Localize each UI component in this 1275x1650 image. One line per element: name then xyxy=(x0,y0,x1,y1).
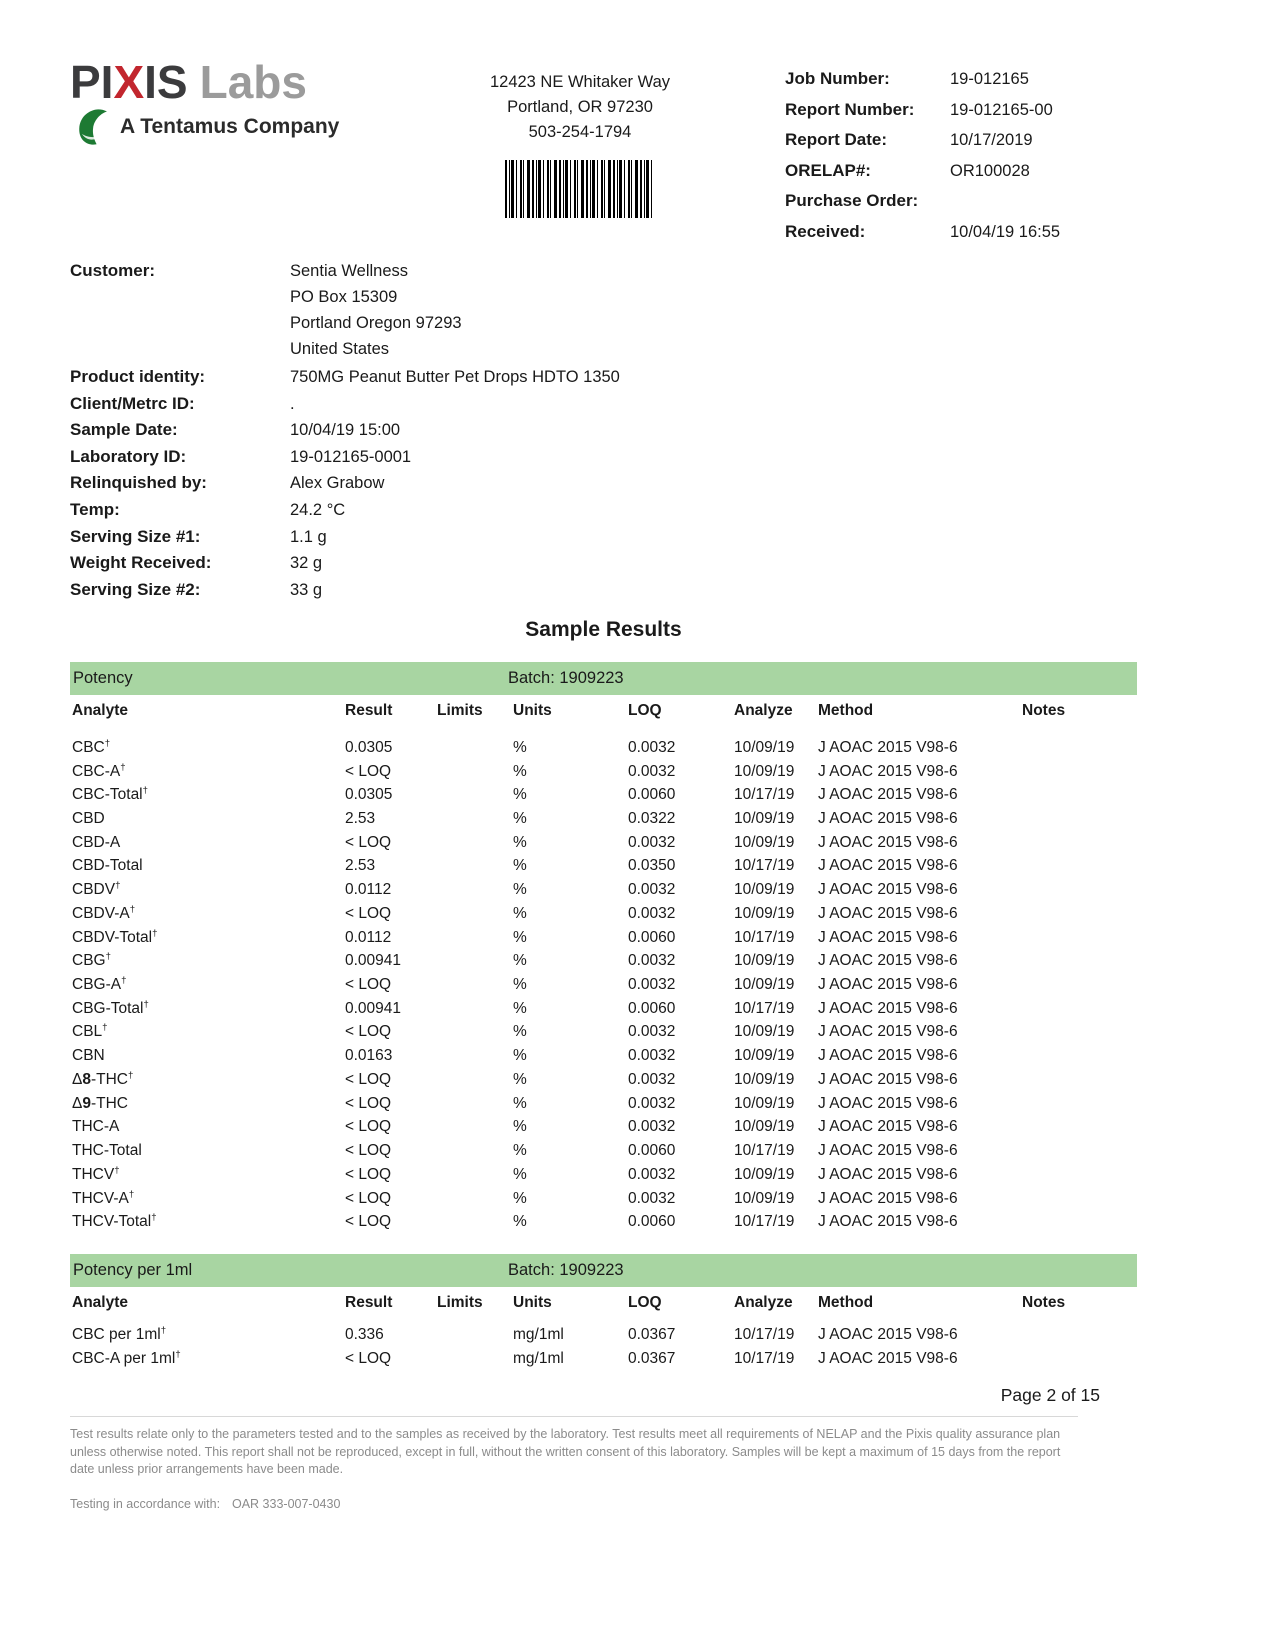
table-row xyxy=(70,831,1137,855)
loq-cell: 0.0032 xyxy=(628,1047,676,1065)
units-cell: % xyxy=(513,1094,527,1112)
units-cell: % xyxy=(513,928,527,946)
analyze-cell: 10/09/19 xyxy=(734,976,795,994)
customer-address-line: Sentia Wellness xyxy=(290,262,409,280)
units-cell: % xyxy=(513,1165,527,1183)
result-cell: < LOQ xyxy=(345,976,392,994)
sample-info-value: 32 g xyxy=(290,554,323,573)
table-row xyxy=(70,1163,1137,1187)
report-meta-label: ORELAP#: xyxy=(785,160,871,180)
loq-cell: 0.0032 xyxy=(628,1023,676,1041)
lab-address-line3: 503-254-1794 xyxy=(528,123,632,141)
analyte-cell: THC-A xyxy=(72,1118,120,1136)
analyte-cell: CBD xyxy=(72,810,105,828)
sample-info-row xyxy=(70,577,620,604)
loq-cell: 0.0060 xyxy=(628,928,676,946)
analyte-cell: CBC† xyxy=(72,737,111,756)
customer-address-line: United States xyxy=(290,340,390,358)
customer-address-line: Portland Oregon 97293 xyxy=(290,314,462,332)
analyze-cell: 10/09/19 xyxy=(734,1070,795,1088)
analyze-cell: 10/17/19 xyxy=(734,928,795,946)
units-cell: % xyxy=(513,952,527,970)
units-cell: % xyxy=(513,738,527,756)
sample-info-value: 1.1 g xyxy=(290,527,327,546)
result-cell: < LOQ xyxy=(345,1118,392,1136)
sample-info-block xyxy=(70,364,620,603)
column-header: Analyze xyxy=(734,702,793,719)
column-header: Notes xyxy=(1022,702,1066,719)
method-cell: J AOAC 2015 V98-6 xyxy=(818,1349,958,1367)
analyte-cell: CBD-Total xyxy=(72,857,143,875)
method-cell: J AOAC 2015 V98-6 xyxy=(818,762,958,780)
method-cell: J AOAC 2015 V98-6 xyxy=(818,810,958,828)
column-header: Units xyxy=(513,1294,552,1312)
result-cell: < LOQ xyxy=(345,833,392,851)
analyze-cell: 10/09/19 xyxy=(734,810,795,828)
sample-info-label: Weight Received: xyxy=(70,553,212,573)
loq-cell: 0.0032 xyxy=(628,881,676,899)
table-row xyxy=(70,1187,1137,1211)
logo-text-is: IS xyxy=(144,56,188,108)
analyte-cell: CBC-A per 1ml† xyxy=(72,1348,181,1367)
result-cell: 0.0305 xyxy=(345,786,393,804)
page-number: Page 2 of 15 xyxy=(1000,1385,1100,1405)
units-cell: mg/1ml xyxy=(513,1325,564,1343)
logo-text-pi: PI xyxy=(70,56,114,108)
loq-cell: 0.0350 xyxy=(628,857,676,875)
table-row xyxy=(70,736,1137,760)
tentamus-leaf-icon xyxy=(76,108,112,146)
table-row xyxy=(70,760,1137,784)
report-meta-block xyxy=(785,64,1115,247)
units-cell: % xyxy=(513,786,527,804)
loq-cell: 0.0032 xyxy=(628,833,676,851)
analyze-cell: 10/09/19 xyxy=(734,904,795,922)
table-row xyxy=(70,1116,1137,1140)
method-cell: J AOAC 2015 V98-6 xyxy=(818,952,958,970)
loq-cell: 0.0032 xyxy=(628,1094,676,1112)
method-cell: J AOAC 2015 V98-6 xyxy=(818,976,958,994)
table-row xyxy=(70,878,1137,902)
result-cell: < LOQ xyxy=(345,762,392,780)
sample-results-title: Sample Results xyxy=(525,618,682,641)
loq-cell: 0.0060 xyxy=(628,786,676,804)
method-cell: J AOAC 2015 V98-6 xyxy=(818,1047,958,1065)
method-cell: J AOAC 2015 V98-6 xyxy=(818,904,958,922)
loq-cell: 0.0032 xyxy=(628,1070,676,1088)
loq-cell: 0.0032 xyxy=(628,1189,676,1207)
table-rows xyxy=(70,736,1137,1234)
method-cell: J AOAC 2015 V98-6 xyxy=(818,881,958,899)
sample-info-row xyxy=(70,417,620,444)
analyte-cell: CBD-A xyxy=(72,833,121,851)
analyte-cell: CBL† xyxy=(72,1022,108,1041)
loq-cell: 0.0032 xyxy=(628,738,676,756)
report-meta-row xyxy=(785,64,1115,95)
pixis-labs-logo xyxy=(70,58,339,146)
analyze-cell: 10/17/19 xyxy=(734,1325,795,1343)
column-header: LOQ xyxy=(628,1294,662,1312)
table-row xyxy=(70,783,1137,807)
table-row xyxy=(70,949,1137,973)
logo-text-x: X xyxy=(113,56,145,108)
report-meta-row xyxy=(785,217,1115,248)
results-section xyxy=(70,662,1137,1234)
units-cell: % xyxy=(513,976,527,994)
analyze-cell: 10/09/19 xyxy=(734,1094,795,1112)
result-cell: 0.336 xyxy=(345,1325,384,1343)
analyze-cell: 10/09/19 xyxy=(734,1189,795,1207)
column-header: Notes xyxy=(1022,1294,1066,1312)
units-cell: % xyxy=(513,1047,527,1065)
report-meta-value: 19-012165 xyxy=(950,70,1029,88)
analyte-cell: CBG-Total† xyxy=(72,998,149,1017)
analyze-cell: 10/17/19 xyxy=(734,857,795,875)
table-row xyxy=(70,855,1137,879)
sample-info-value: 33 g xyxy=(290,580,323,599)
loq-cell: 0.0032 xyxy=(628,952,676,970)
method-cell: J AOAC 2015 V98-6 xyxy=(818,1118,958,1136)
units-cell: % xyxy=(513,1070,527,1088)
customer-address-line: PO Box 15309 xyxy=(290,288,398,306)
sample-info-value: . xyxy=(290,394,295,413)
units-cell: % xyxy=(513,833,527,851)
loq-cell: 0.0060 xyxy=(628,999,676,1017)
result-cell: 0.0305 xyxy=(345,738,393,756)
result-cell: < LOQ xyxy=(345,1070,392,1088)
sample-info-label: Sample Date: xyxy=(70,420,178,440)
loq-cell: 0.0367 xyxy=(628,1325,676,1343)
analyze-cell: 10/09/19 xyxy=(734,738,795,756)
units-cell: % xyxy=(513,999,527,1017)
report-meta-value: OR100028 xyxy=(950,161,1030,180)
column-header: Analyte xyxy=(72,1294,128,1312)
analyte-cell: CBN xyxy=(72,1047,105,1065)
sample-info-label: Serving Size #2: xyxy=(70,579,201,599)
units-cell: % xyxy=(513,904,527,922)
accordance-label: Testing in accordance with: xyxy=(70,1497,221,1511)
analyte-cell: CBC-Total† xyxy=(72,785,148,804)
sample-info-row xyxy=(70,497,620,524)
analyze-cell: 10/17/19 xyxy=(734,1213,795,1231)
result-cell: 0.0112 xyxy=(345,928,392,946)
method-cell: J AOAC 2015 V98-6 xyxy=(818,1189,958,1207)
loq-cell: 0.0367 xyxy=(628,1349,676,1367)
analyte-cell: CBC-A† xyxy=(72,761,126,780)
table-row xyxy=(70,902,1137,926)
section-batch: Batch: 1909223 xyxy=(508,1261,624,1280)
table-row xyxy=(70,1210,1137,1234)
result-cell: < LOQ xyxy=(345,1142,392,1160)
table-row xyxy=(70,926,1137,950)
lab-address-line1: 12423 NE Whitaker Way xyxy=(489,73,671,91)
method-cell: J AOAC 2015 V98-6 xyxy=(818,857,958,875)
analyte-cell: Δ8-THC† xyxy=(72,1069,134,1088)
method-cell: J AOAC 2015 V98-6 xyxy=(818,1165,958,1183)
analyze-cell: 10/17/19 xyxy=(734,1142,795,1160)
report-meta-row xyxy=(785,125,1115,156)
analyze-cell: 10/09/19 xyxy=(734,1165,795,1183)
result-cell: < LOQ xyxy=(345,1023,392,1041)
method-cell: J AOAC 2015 V98-6 xyxy=(818,1094,958,1112)
analyte-cell: THCV-A† xyxy=(72,1188,135,1207)
report-meta-label: Report Date: xyxy=(785,130,888,149)
barcode xyxy=(505,160,655,218)
section-header-bar xyxy=(70,1254,1137,1287)
sample-info-label: Temp: xyxy=(70,499,120,519)
analyze-cell: 10/09/19 xyxy=(734,1118,795,1136)
sample-info-value: 10/04/19 15:00 xyxy=(290,421,401,440)
logo-tagline-row xyxy=(76,108,339,146)
method-cell: J AOAC 2015 V98-6 xyxy=(818,999,958,1017)
analyte-cell: THCV-Total† xyxy=(72,1212,157,1231)
analyte-cell: THC-Total xyxy=(72,1142,142,1160)
units-cell: % xyxy=(513,810,527,828)
logo-tagline: A Tentamus Company xyxy=(120,115,340,138)
result-cell: < LOQ xyxy=(345,1189,392,1207)
lab-address-line2: Portland, OR 97230 xyxy=(507,98,653,116)
table-row xyxy=(70,1347,1137,1371)
column-headers xyxy=(70,1291,1137,1315)
method-cell: J AOAC 2015 V98-6 xyxy=(818,1213,958,1231)
table-row xyxy=(70,1092,1137,1116)
column-header: Result xyxy=(345,702,393,719)
loq-cell: 0.0322 xyxy=(628,810,676,828)
footer-accordance xyxy=(70,1497,1078,1511)
sample-info-row xyxy=(70,444,620,471)
result-cell: < LOQ xyxy=(345,1213,392,1231)
report-meta-value: 19-012165-00 xyxy=(950,100,1053,119)
lab-address-block xyxy=(440,70,720,218)
result-cell: < LOQ xyxy=(345,904,392,922)
sample-info-row xyxy=(70,550,620,577)
method-cell: J AOAC 2015 V98-6 xyxy=(818,1023,958,1041)
analyze-cell: 10/09/19 xyxy=(734,952,795,970)
customer-block xyxy=(70,258,462,362)
result-cell: < LOQ xyxy=(345,1094,392,1112)
sample-info-row xyxy=(70,524,620,551)
analyze-cell: 10/17/19 xyxy=(734,1349,795,1367)
result-cell: 0.00941 xyxy=(345,952,402,970)
sample-info-value: 750MG Peanut Butter Pet Drops HDTO 1350 xyxy=(290,368,620,386)
loq-cell: 0.0032 xyxy=(628,1118,676,1136)
result-cell: < LOQ xyxy=(345,1165,392,1183)
report-meta-label: Purchase Order: xyxy=(785,191,919,210)
units-cell: % xyxy=(513,1213,527,1231)
column-header: Method xyxy=(818,702,874,719)
sample-info-value: 19-012165-0001 xyxy=(290,447,412,466)
loq-cell: 0.0032 xyxy=(628,976,676,994)
table-row xyxy=(70,1323,1137,1347)
units-cell: % xyxy=(513,857,527,875)
column-header: Units xyxy=(513,702,552,719)
column-header: Limits xyxy=(437,702,483,719)
results-sections xyxy=(70,662,1137,1371)
units-cell: % xyxy=(513,881,527,899)
column-header: Analyze xyxy=(734,1294,793,1312)
analyze-cell: 10/17/19 xyxy=(734,786,795,804)
method-cell: J AOAC 2015 V98-6 xyxy=(818,738,958,756)
method-cell: J AOAC 2015 V98-6 xyxy=(818,1142,958,1160)
logo-wordmark xyxy=(70,58,339,106)
analyze-cell: 10/09/19 xyxy=(734,833,795,851)
analyze-cell: 10/09/19 xyxy=(734,1023,795,1041)
column-headers xyxy=(70,699,1137,723)
analyte-cell: CBG-A† xyxy=(72,974,127,994)
analyte-cell: CBDV-Total† xyxy=(72,927,158,946)
method-cell: J AOAC 2015 V98-6 xyxy=(818,1070,958,1088)
results-section xyxy=(70,1254,1137,1370)
sample-info-value: 24.2 °C xyxy=(290,500,346,519)
sample-info-row xyxy=(70,364,620,391)
section-header-bar xyxy=(70,662,1137,695)
section-batch: Batch: 1909223 xyxy=(508,669,624,687)
analyte-cell: CBDV† xyxy=(72,880,121,899)
report-meta-value: 10/17/2019 xyxy=(950,131,1033,149)
report-meta-value: 10/04/19 16:55 xyxy=(950,222,1061,241)
method-cell: J AOAC 2015 V98-6 xyxy=(818,833,958,851)
analyte-cell: THCV† xyxy=(72,1164,120,1183)
analyze-cell: 10/09/19 xyxy=(734,881,795,899)
table-row xyxy=(70,1139,1137,1163)
sample-info-value: Alex Grabow xyxy=(290,474,385,493)
sample-info-label: Relinquished by: xyxy=(70,473,207,493)
sample-info-label: Client/Metrc ID: xyxy=(70,393,195,413)
analyze-cell: 10/17/19 xyxy=(734,999,795,1017)
result-cell: 2.53 xyxy=(345,810,376,828)
analyte-cell: CBDV-A† xyxy=(72,903,136,922)
section-name: Potency xyxy=(73,669,133,687)
sample-info-row xyxy=(70,391,620,418)
method-cell: J AOAC 2015 V98-6 xyxy=(818,928,958,946)
footer-disclaimer: Test results relate only to the parameters tested and to the samples as received by the laboratory. Test results meet all requirements of NELAP and the Pixis quality assurance plan unless otherwise noted. This report shall not be reproduced, except in full, without the written consent of this laboratory. Samples will be kept a maximum of 15 days from the report date unless prior arrangements have been made. xyxy=(70,1416,1078,1479)
loq-cell: 0.0060 xyxy=(628,1142,676,1160)
units-cell: mg/1ml xyxy=(513,1349,564,1367)
result-cell: 0.00941 xyxy=(345,999,402,1017)
column-header: LOQ xyxy=(628,702,662,719)
analyze-cell: 10/09/19 xyxy=(734,1047,795,1065)
sample-info-label: Laboratory ID: xyxy=(70,446,187,466)
table-row xyxy=(70,997,1137,1021)
customer-label: Customer: xyxy=(70,261,156,280)
analyte-cell: Δ9-THC xyxy=(72,1094,129,1112)
result-cell: 2.53 xyxy=(345,857,376,875)
table-row xyxy=(70,807,1137,831)
units-cell: % xyxy=(513,1142,527,1160)
report-meta-row xyxy=(785,156,1115,187)
units-cell: % xyxy=(513,1189,527,1207)
result-cell: < LOQ xyxy=(345,1349,392,1367)
report-meta-row xyxy=(785,95,1115,126)
sample-info-label: Product identity: xyxy=(70,367,206,386)
report-meta-label: Received: xyxy=(785,221,866,241)
analyte-cell: CBC per 1ml† xyxy=(72,1324,167,1343)
report-meta-row xyxy=(785,186,1115,217)
table-row xyxy=(70,1068,1137,1092)
method-cell: J AOAC 2015 V98-6 xyxy=(818,786,958,804)
method-cell: J AOAC 2015 V98-6 xyxy=(818,1325,958,1343)
table-rows xyxy=(70,1323,1137,1370)
units-cell: % xyxy=(513,1023,527,1041)
analyze-cell: 10/09/19 xyxy=(734,762,795,780)
analyte-cell: CBG† xyxy=(72,951,111,970)
loq-cell: 0.0032 xyxy=(628,904,676,922)
accordance-value: OAR 333-007-0430 xyxy=(232,1497,341,1511)
units-cell: % xyxy=(513,762,527,780)
result-cell: 0.0163 xyxy=(345,1047,393,1065)
loq-cell: 0.0032 xyxy=(628,1165,676,1183)
loq-cell: 0.0060 xyxy=(628,1213,676,1231)
column-header: Method xyxy=(818,1294,874,1312)
customer-address xyxy=(290,258,462,362)
report-meta-label: Job Number: xyxy=(785,69,890,88)
table-row xyxy=(70,1021,1137,1045)
table-row xyxy=(70,1044,1137,1068)
units-cell: % xyxy=(513,1118,527,1136)
report-meta-value xyxy=(950,186,1115,217)
column-header: Limits xyxy=(437,1294,483,1312)
report-meta-label: Report Number: xyxy=(785,99,915,119)
sample-info-label: Serving Size #1: xyxy=(70,526,201,546)
column-header: Result xyxy=(345,1294,393,1312)
sample-info-row xyxy=(70,470,620,497)
logo-text-labs: Labs xyxy=(199,56,307,108)
table-row xyxy=(70,973,1137,997)
section-name: Potency per 1ml xyxy=(73,1261,193,1280)
loq-cell: 0.0032 xyxy=(628,762,676,780)
result-cell: 0.0112 xyxy=(345,881,392,899)
column-header: Analyte xyxy=(72,702,128,719)
